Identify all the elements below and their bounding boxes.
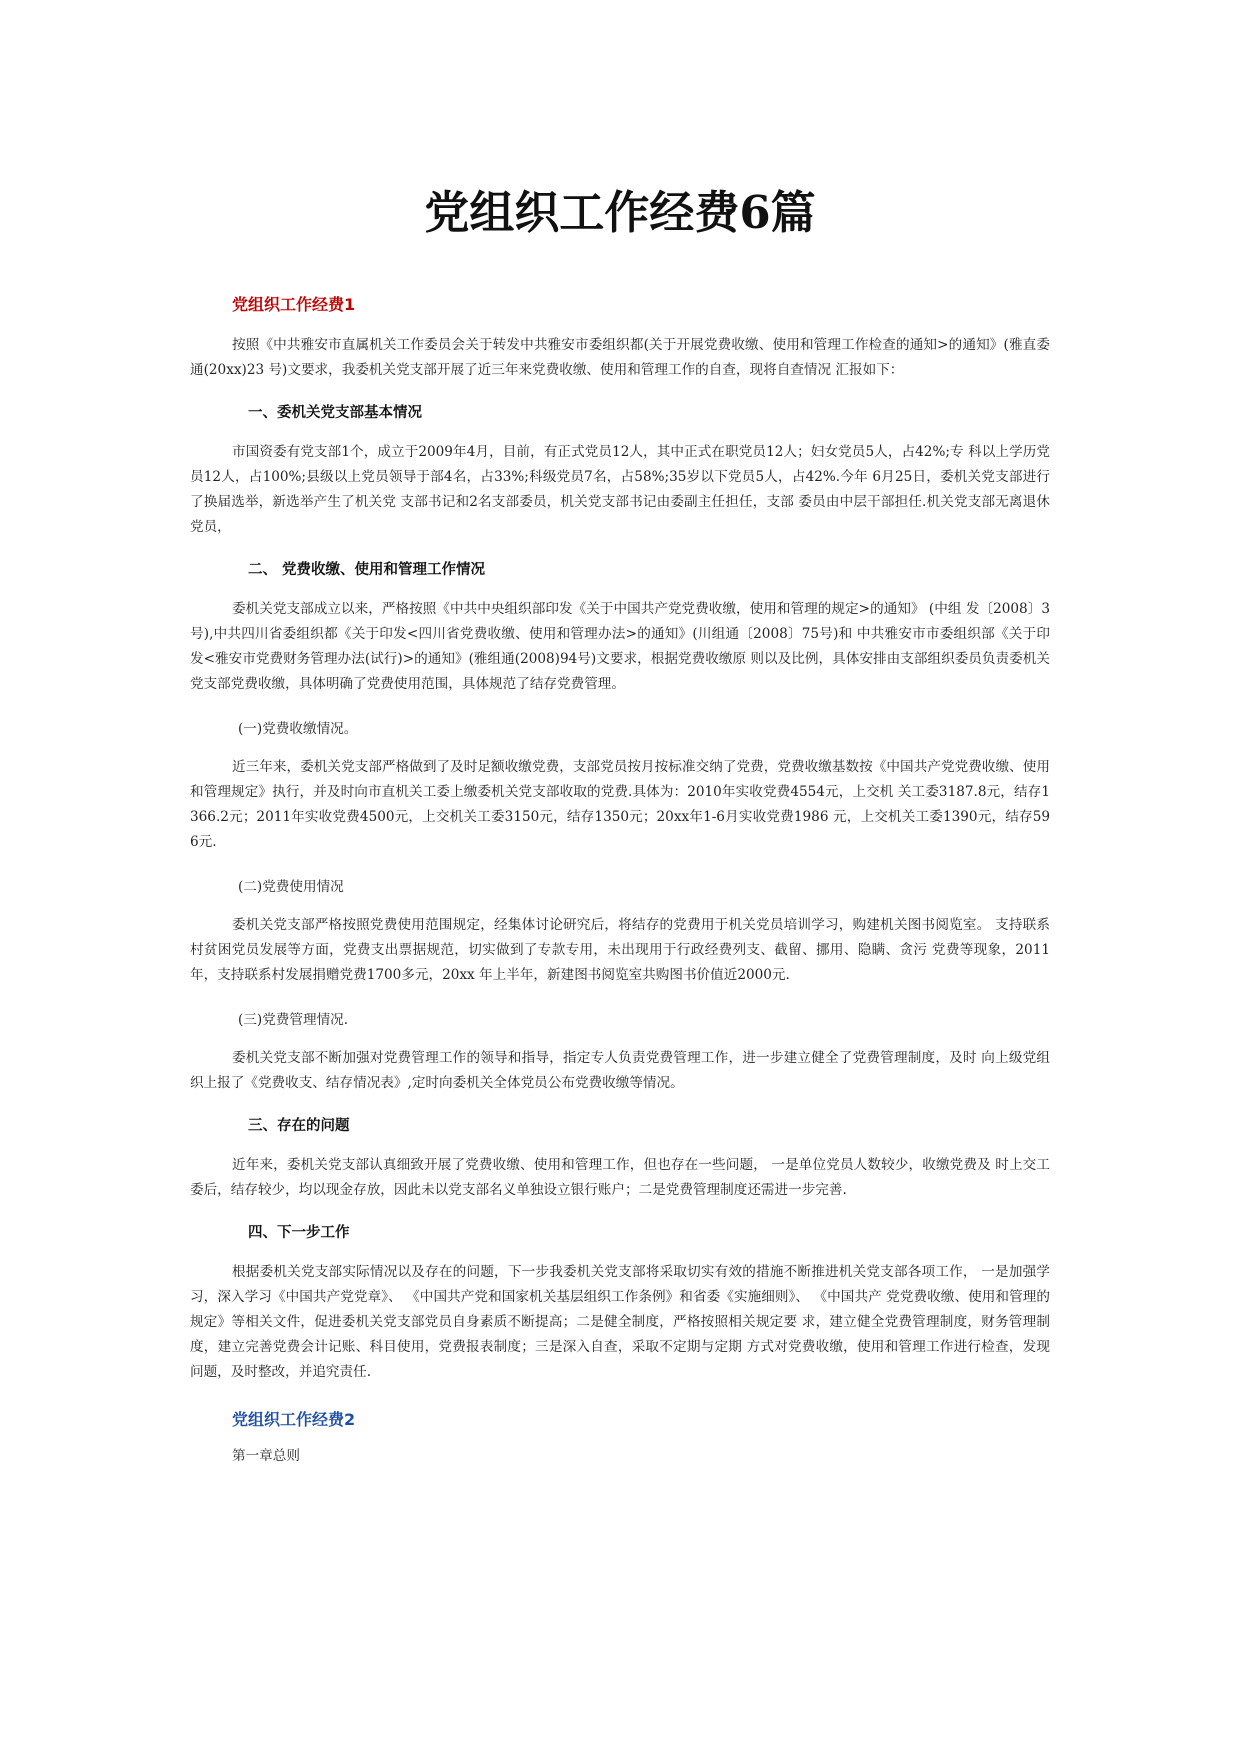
subsection-3-paragraph: 委机关党支部不断加强对党费管理工作的领导和指导，指定专人负责党费管理工作，进一步建立健全了党费管理制度，及时 向上级党组织上报了《党费收支、结存情况表》,定时向委机关全体党员公布党费收缴等情况。	[190, 1050, 1050, 1091]
part-2-heading: 党组织工作经费2	[232, 1410, 356, 1429]
section-2-heading: 二、 党费收缴、使用和管理工作情况	[248, 562, 486, 578]
document-title: 党组织工作经费6篇	[424, 186, 816, 239]
subsection-2-paragraph: 委机关党支部严格按照党费使用范围规定，经集体讨论研究后，将结存的党费用于机关党员培训学习，购建机关图书阅览室。 支持联系村贫困党员发展等方面，党费支出票据规范，切实做到了专款专用，未出现用于行政经费列支、截留、挪用、隐瞒、贪污 党费等现象，2011年，支持联系村发展捐赠党费1700多元，20xx 年上半年，新建图书阅览室共购图书价值近2000元.	[190, 917, 1050, 983]
section-3-heading: 三、存在的问题	[248, 1118, 350, 1134]
intro-paragraph: 按照《中共雅安市直属机关工作委员会关于转发中共雅安市委组织都(关于开展党费收缴、使用和管理工作检查的通知>的通知》(雅直委通(20xx)23 号)文要求，我委机关党支部开展了近三年来党费收缴、使用和管理工作的自查，现将自查情况 汇报如下：	[190, 337, 1050, 378]
section-1-paragraph: 市国资委有党支部1个，成立于2009年4月，目前，有正式党员12人，其中正式在职党员12人；妇女党员5人，占42%;专 科以上学历党员12人，占100%;县级以上党员领导于部4名，占33%;科级党员7名，占58%;35岁以下党员5人，占42%.今年 6月25日，委机关党支部进行了换届选举，新选举产生了机关党 支部书记和2名支部委员，机关党支部书记由委副主任担任，支部 委员由中层干部担任.机关党支部无离退休党员，	[190, 444, 1050, 535]
subsection-1-heading: (一)党费收缴情况。	[238, 721, 358, 737]
subsection-2-heading: (二)党费使用情况	[238, 879, 344, 895]
section-4-heading: 四、下一步工作	[248, 1225, 350, 1241]
document-body	[190, 292, 1050, 1483]
section-1-heading: 一、委机关党支部基本情况	[248, 405, 422, 421]
section-3-paragraph: 近年来，委机关党支部认真细致开展了党费收缴、使用和管理工作，但也存在一些问题， 一是单位党员人数较少，收缴党费及 时上交工委后，结存较少，均以现金存放，因此未以党支部名义单独设立银行账户；二是党费管理制度还需进一步完善.	[190, 1157, 1050, 1198]
section-4-paragraph: 根据委机关党支部实际情况以及存在的问题，下一步我委机关党支部将采取切实有效的措施不断推进机关党支部各项工作， 一是加强学习，深入学习《中国共产党党章》、 《中国共产党和国家机关基层组织工作条例》和省委《实施细则》、 《中国共产 党党费收缴、使用和管理的规定》等相关文件，促进委机关党支部党员自身素质不断提高；二是健全制度，严格按照相关规定要 求，建立健全党费管理制度，财务管理制度，建立完善党费会计记账、科目使用，党费报表制度；三是深入自查，采取不定期与定期 方式对党费收缴，使用和管理工作进行检查，发现问题，及时整改，并追究责任.	[190, 1264, 1050, 1380]
section-2-paragraph: 委机关党支部成立以来，严格按照《中共中央组织部印发《关于中国共产党党费收缴，使用和管理的规定>的通知》 (中组 发〔2008〕3号),中共四川省委组织都《关于印发<四川省党费收缴、使用和管理办法>的通知》(川组通〔2008〕75号)和 中共雅安市市委组织部《关于印发<雅安市党费财务管理办法(试行)>的通知》(雅组通(2008)94号)文要求，根据党费收缴原 则以及比例，具体安排由支部组织委员负责委机关党支部党费收缴，具体明确了党费使用范围，具体规范了结存党费管理。	[190, 601, 1050, 692]
subsection-1-paragraph: 近三年来，委机关党支部严格做到了及时足额收缴党费，支部党员按月按标准交纳了党费，党费收缴基数按《中国共产党党费收缴、使用和管理规定》执行，并及时向市直机关工委上缴委机关党支部收取的党费.具体为：2010年实收党费4554元，上交机 关工委3187.8元，结存1366.2元；2011年实收党费4500元，上交机关工委3150元，结存1350元；20xx年1-6月实收党费1986 元，上交机关工委1390元，结存596元.	[190, 759, 1050, 850]
part-1-heading: 党组织工作经费1	[232, 295, 356, 314]
subsection-3-heading: (三)党费管理情况.	[238, 1012, 349, 1028]
chapter-heading: 第一章总则	[232, 1448, 300, 1464]
